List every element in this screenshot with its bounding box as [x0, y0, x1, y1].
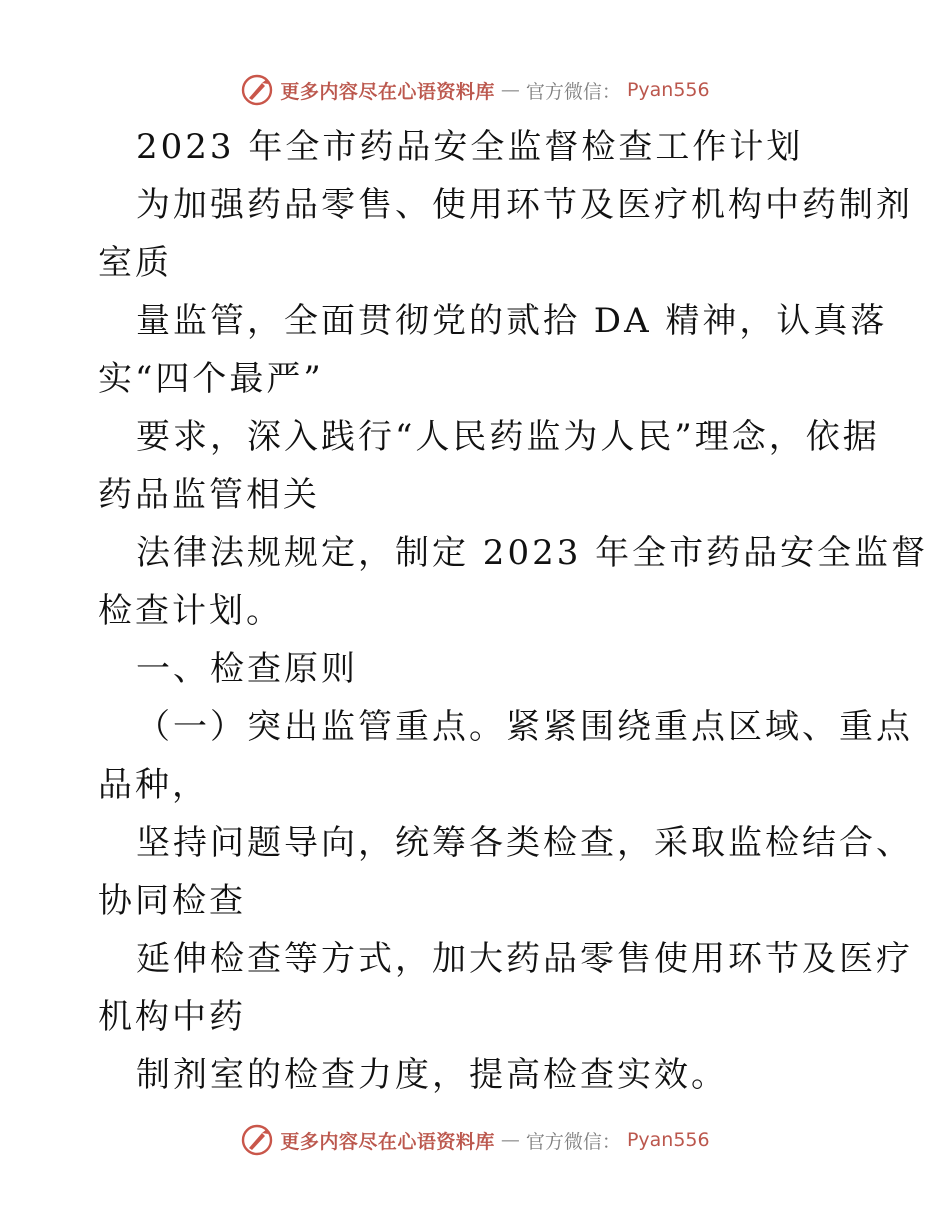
paragraph-line: （一）突出监管重点。紧紧围绕重点区域、重点	[136, 707, 913, 747]
paragraph-line: 室质	[98, 243, 172, 283]
watermark-wechat-label: 官方微信：	[525, 1130, 621, 1153]
paragraph-line: 法律法规规定，制定 2023 年全市药品安全监督	[136, 533, 929, 573]
paragraph-line: 机构中药	[98, 997, 246, 1037]
watermark-wechat-label: 官方微信：	[525, 80, 621, 103]
paragraph-line: 延伸检查等方式，加大药品零售使用环节及医疗	[136, 939, 913, 979]
paragraph-line: 为加强药品零售、使用环节及医疗机构中药制剂	[136, 185, 913, 225]
document-title: 2023 年全市药品安全监督检查工作计划	[136, 127, 804, 167]
paragraph-line: 制剂室的检查力度，提高检查实效。	[136, 1055, 728, 1095]
paragraph-line: 协同检查	[98, 881, 246, 921]
watermark-wechat-id: Pyan556	[626, 79, 710, 101]
watermark-wechat-id: Pyan556	[626, 1129, 710, 1151]
watermark-brand: 更多内容尽在心语资料库	[280, 1130, 495, 1153]
quill-logo-icon	[240, 73, 274, 107]
document-body	[98, 118, 929, 1104]
section-heading: 一、检查原则	[136, 649, 358, 689]
watermark-separator: —	[500, 79, 520, 101]
paragraph-line: 坚持问题导向，统筹各类检查，采取监检结合、	[136, 823, 913, 863]
paragraph-line: 要求，深入践行“人民药监为人民”理念，依据	[136, 417, 880, 457]
watermark-separator: —	[500, 1129, 520, 1151]
paragraph-line: 品种，	[98, 765, 209, 805]
paragraph-line: 实“四个最严”	[98, 359, 324, 399]
paragraph-line: 药品监管相关	[98, 475, 320, 515]
footer-watermark	[0, 1120, 950, 1160]
header-watermark	[0, 70, 950, 110]
quill-logo-icon	[240, 1123, 274, 1157]
watermark-brand: 更多内容尽在心语资料库	[280, 80, 495, 103]
paragraph-line: 量监管，全面贯彻党的贰拾 DA 精神，认真落	[136, 301, 888, 341]
paragraph-line: 检查计划。	[98, 591, 283, 631]
